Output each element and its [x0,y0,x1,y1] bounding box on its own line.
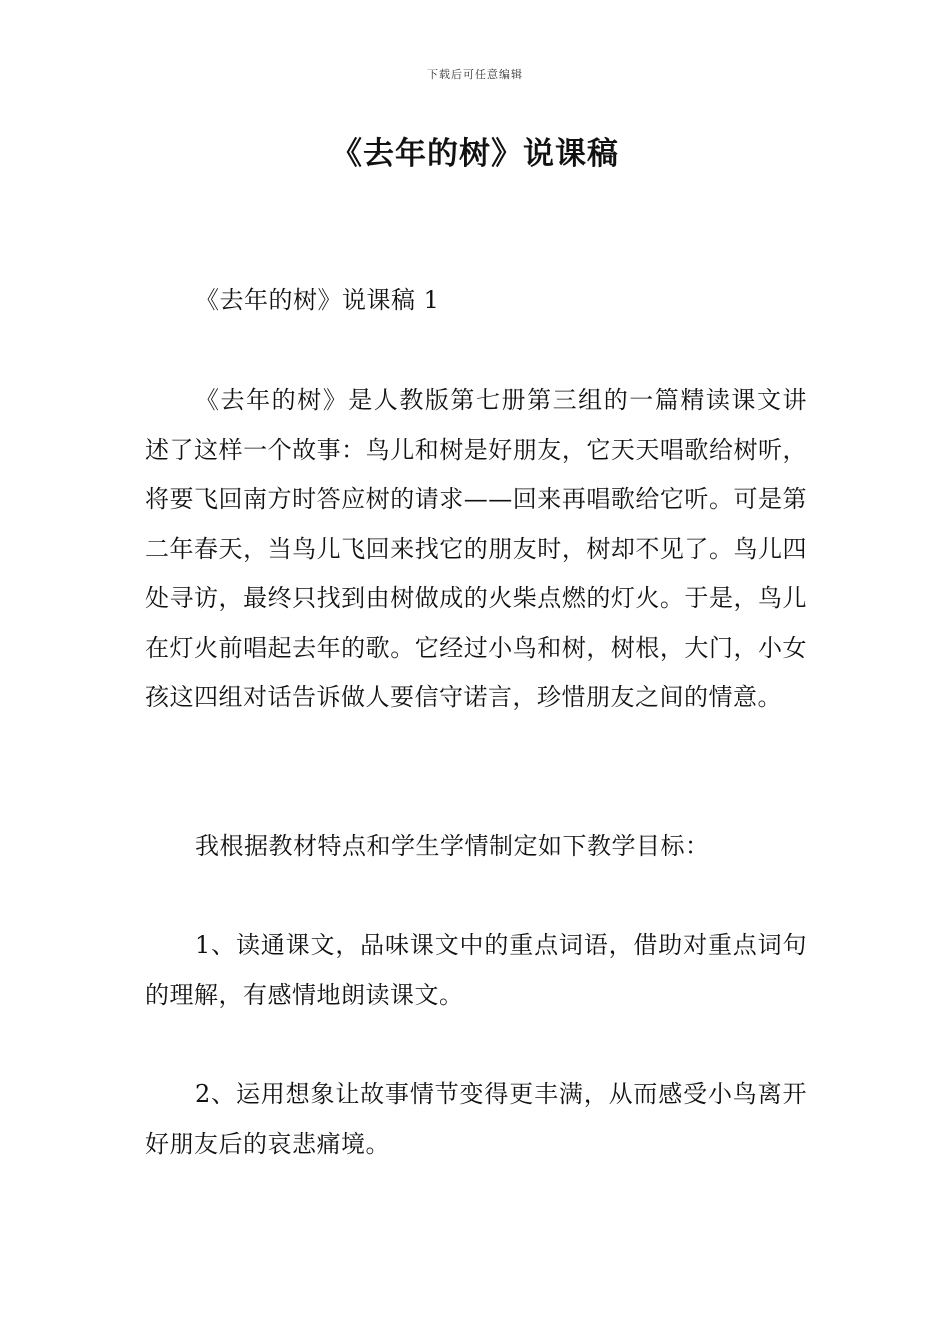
document-title: 《去年的树》说课稿 [331,136,619,172]
paragraph-objective-1: 1、读通课文，品味课文中的重点词语，借助对重点词句的理解，有感情地朗读课文。 [145,931,807,1009]
section-subtitle: 《去年的树》说课稿 1 [195,286,440,314]
header-note: 下载后可任意编辑 [427,68,523,81]
paragraph-objectives-intro: 我根据教材特点和学生学情制定如下教学目标： [195,832,710,860]
paragraph-objective-2: 2、运用想象让故事情节变得更丰满，从而感受小鸟离开好朋友后的哀悲痛境。 [145,1080,807,1158]
paragraph-intro: 《去年的树》是人教版第七册第三组的一篇精读课文讲述了这样一个故事：鸟儿和树是好朋友，它天天唱歌给树听，将要飞回南方时答应树的请求——回来再唱歌给它听。可是第二年春天，当鸟儿飞回来找它的朋友时，树却不见了。鸟儿四处寻访，最终只找到由树做成的火柴点燃的灯火。于是，鸟儿在灯火前唱起去年的歌。它经过小鸟和树，树根，大门，小女孩这四组对话告诉做人要信守诺言，珍惜朋友之间的情意。 [145,386,807,711]
